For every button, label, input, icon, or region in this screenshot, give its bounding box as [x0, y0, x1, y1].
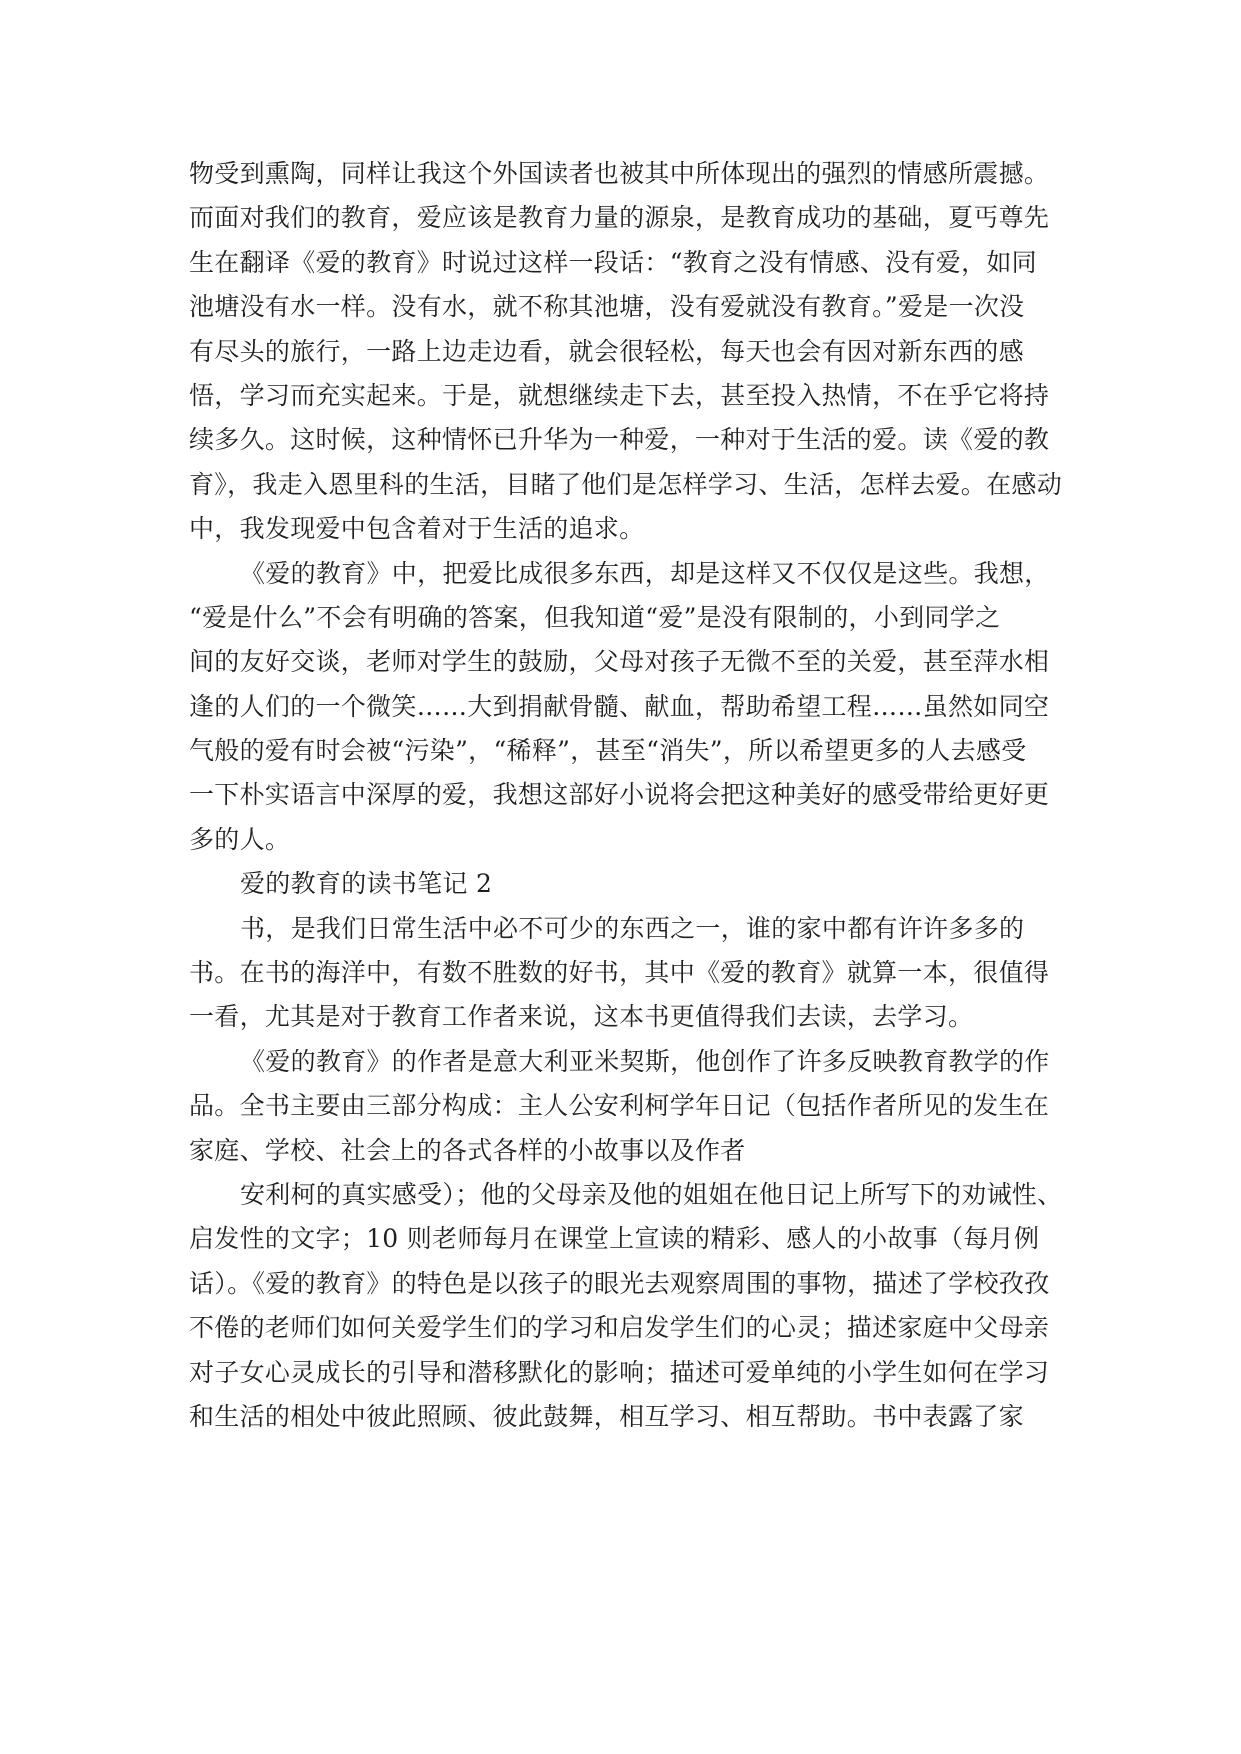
text-line: 《爱的教育》中，把爱比成很多东西，却是这样又不仅仅是这些。我想，	[240, 558, 1050, 588]
text-line: 启发性的文字；10 则老师每月在课堂上宣读的精彩、感人的小故事（每月例	[189, 1224, 1040, 1254]
text-line: 多的人。	[189, 824, 291, 854]
text-line: 而面对我们的教育，爱应该是教育力量的源泉，是教育成功的基础，夏丐尊先	[189, 203, 1050, 233]
text-line: 爱的教育的读书笔记 2	[240, 869, 493, 899]
text-line: 气般的爱有时会被“污染”，“稀释”，甚至“消失”，所以希望更多的人去感受	[189, 736, 1027, 766]
text-line: 池塘没有水一样。没有水，就不称其池塘，没有爱就没有教育。”爱是一次没	[189, 292, 1025, 322]
text-line: 书，是我们日常生活中必不可少的东西之一，谁的家中都有许许多多的	[240, 913, 1025, 943]
text-line: 物受到熏陶，同样让我这个外国读者也被其中所体现出的强烈的情感所震撼。	[189, 159, 1050, 188]
document-body	[189, 152, 1069, 1439]
text-line: 一看，尤其是对于教育工作者来说，这本书更值得我们去读，去学习。	[189, 1002, 974, 1032]
text-line: 品。全书主要由三部分构成：主人公安利柯学年日记（包括作者所见的发生在	[189, 1091, 1050, 1121]
text-line: 家庭、学校、社会上的各式各样的小故事以及作者	[189, 1135, 746, 1165]
text-line: 逢的人们的一个微笑……大到捐献骨髓、献血，帮助希望工程……虽然如同空	[189, 691, 1050, 721]
text-line: 有尽头的旅行，一路上边走边看，就会很轻松，每天也会有因对新东西的感	[189, 336, 1024, 366]
text-line: 和生活的相处中彼此照顾、彼此鼓舞，相互学习、相互帮助。书中表露了家	[189, 1401, 1024, 1431]
text-line: 悟，学习而充实起来。于是，就想继续走下去，甚至投入热情，不在乎它将持	[189, 380, 1050, 410]
text-line: 一下朴实语言中深厚的爱，我想这部好小说将会把这种美好的感受带给更好更	[189, 780, 1050, 810]
text-line: 中，我发现爱中包含着对于生活的追求。	[189, 514, 645, 544]
text-line: 生在翻译《爱的教育》时说过这样一段话：“教育之没有情感、没有爱，如同	[189, 247, 1037, 277]
text-line: 育》，我走入恩里科的生活，目睹了他们是怎样学习、生活，怎样去爱。在感动	[189, 469, 1063, 499]
text-line: 《爱的教育》的作者是意大利亚米契斯，他创作了许多反映教育教学的作	[240, 1046, 1050, 1076]
text-line: 续多久。这时候，这种情怀已升华为一种爱，一种对于生活的爱。读《爱的教	[189, 425, 1050, 455]
text-line: 间的友好交谈，老师对学生的鼓励，父母对孩子无微不至的关爱，甚至萍水相	[189, 647, 1050, 677]
text-line: 书。在书的海洋中，有数不胜数的好书，其中《爱的教育》就算一本，很值得	[189, 958, 1050, 988]
text-line: 不倦的老师们如何关爱学生们的学习和启发学生们的心灵；描述家庭中父母亲	[189, 1313, 1050, 1343]
text-line: 对子女心灵成长的引导和潜移默化的影响；描述可爱单纯的小学生如何在学习	[189, 1357, 1050, 1387]
text-line: 话）。《爱的教育》的特色是以孩子的眼光去观察周围的事物，描述了学校孜孜	[189, 1268, 1050, 1298]
text-line: “爱是什么”不会有明确的答案，但我知道“爱”是没有限制的，小到同学之	[189, 602, 1001, 632]
text-line: 安利柯的真实感受）；他的父母亲及他的姐姐在他日记上所写下的劝诫性、	[240, 1179, 1063, 1209]
